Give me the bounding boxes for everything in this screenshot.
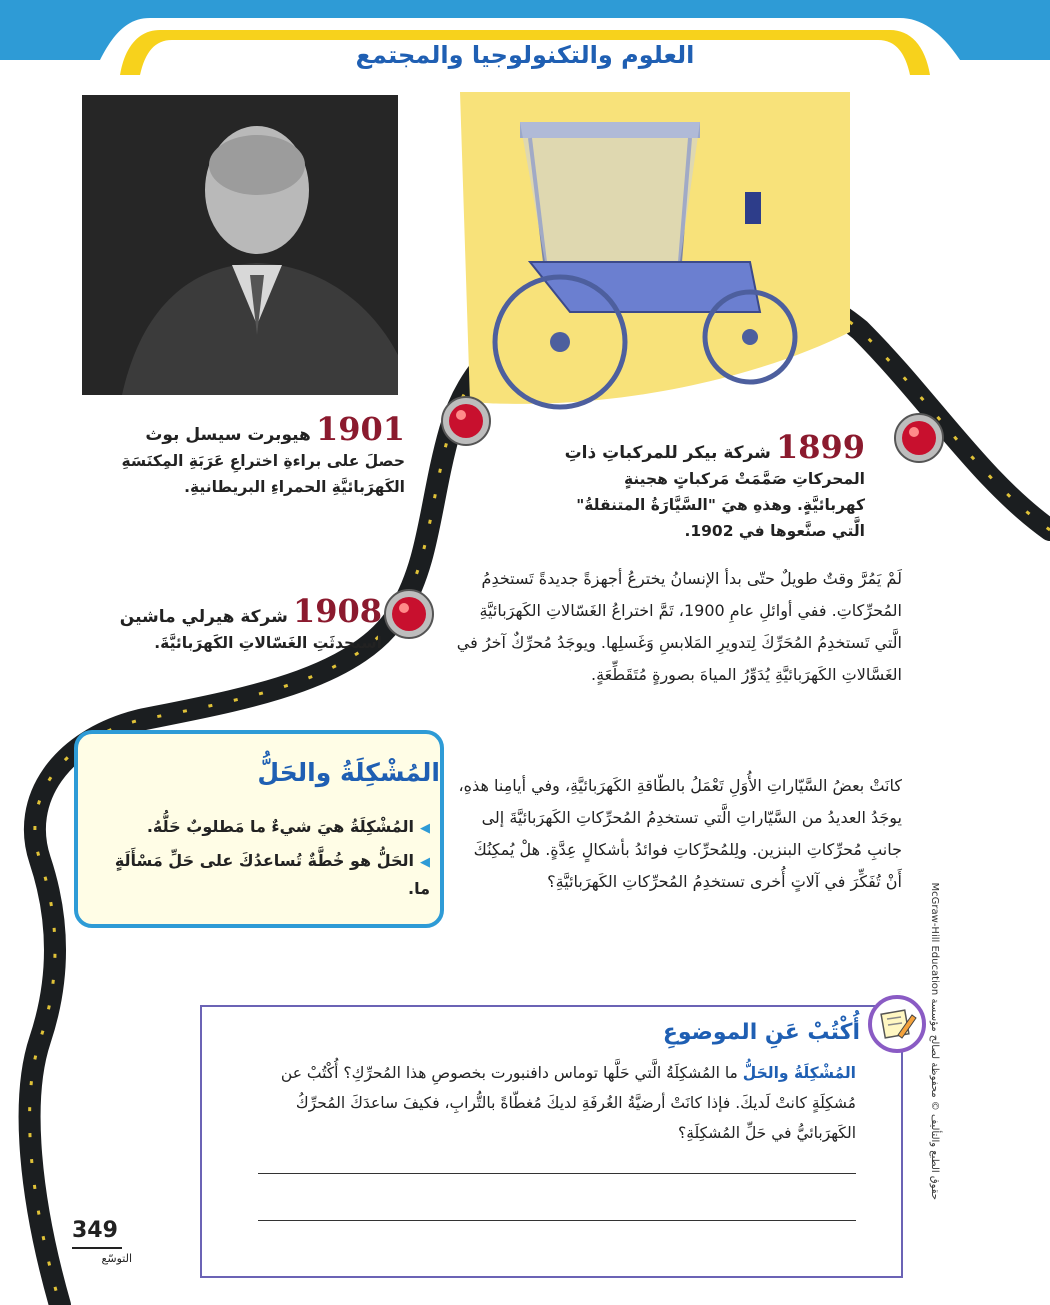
write-about-it-label: المُشْكِلَةُ والحَلُّ <box>742 1064 856 1082</box>
pencil-paper-icon <box>868 995 926 1053</box>
timeline-entry-text: استحدثَتِ الغَسّالاتِ الكَهرَبائيَّةَ. <box>154 634 382 652</box>
problem-definition-text: المُشْكِلَةُ هيَ شيءٌ ما مَطلوبٌ حَلُّهُ. <box>146 817 414 836</box>
triangle-bullet-icon: ◀ <box>420 821 430 836</box>
body-paragraph-1: لَمْ يَمُرَّ وقتٌ طويلٌ حتّى بدأ الإنسانُ يخترعُ أجهزةً جديدةً تَستخدِمُ المُحرِّكاتِ. ففي أوائلِ عامِ 1900، تَمَّ اختراعُ الغَسّالاتِ الكَهرَبائيَّةِ الَّتي تَستخدِمُ المُحَرِّكَ لِتدويرِ المَلابسِ وَغَسلِها. ويوجَدُ مُحرِّكٌ آخرُ في الغَسَّالاتِ الكَهرَبائيَّةِ يُدَوِّرُ المياهَ بصورةٍ مُتَقَطِّعَةٍ. <box>456 569 902 684</box>
timeline-year: 1899 <box>775 428 865 466</box>
timeline-entry-text: المحركاتِ صَمَّمَتْ مَركباتٍ هجينةٍ كهربائيَّةٍ. وهذهِ هيَ "السَّيَّارَةُ المتنقلةُ" الَّتي صنَّعوها في 1902. <box>576 470 865 540</box>
write-about-it-prompt <box>250 1058 856 1148</box>
portrait-photo <box>82 95 398 395</box>
timeline-entry-title: شركة بيكر للمركباتِ ذاتِ <box>564 443 771 463</box>
answer-line[interactable] <box>258 1173 856 1174</box>
timeline-year: 1908 <box>292 592 382 630</box>
triangle-bullet-icon: ◀ <box>420 855 430 870</box>
page-section-label: التوسّع <box>101 1252 132 1265</box>
problem-definition <box>100 814 430 842</box>
body-paragraph-2: كانَتْ بعضُ السَّيّاراتِ الأُوَلِ تَعْمَلُ بالطّاقةِ الكَهرَبائيَّةِ، وفي أيامِنا هذهِ، يوجَدُ العديدُ من السَّيّاراتِ الَّتي تستخدِمُ المُحرِّكاتِ الكَهرَبائيَّةَ إلى جانبِ مُحرِّكاتِ البنزين. ولِلمُحرِّكاتِ فوائدُ بأشكالٍ عِدَّةٍ. هلْ يُمكِنُكَ أَنْ تُفَكِّرَ في آلاتٍ أُخرى تستخدِمُ المُحرِّكاتِ الكَهرَبائيَّةِ؟ <box>458 776 902 891</box>
timeline-entry-1899 <box>560 428 865 544</box>
timeline-year: 1901 <box>315 410 405 448</box>
write-about-it-question: ما المُشكِلَةُ الَّتي حَلَّها توماس دافنبورت بخصوصِ هذا المُحرِّكِ؟ أُكْتُبْ عن مُشكِلَةٍ كانتْ لَديكَ. فإذا كانَتْ أرضيَّةُ الغُرفَةِ لديكَ مُغطّاةً بالتُّرابِ، فكيفَ ساعدَكَ المُحرِّكُ الكَهرَبائيُّ في حَلِّ المُشكِلَةِ؟ <box>280 1064 856 1142</box>
timeline-marker-1901 <box>440 395 492 447</box>
copyright-credit: حقوق الطبع والتأليف © محفوظة لصالح مؤسسة McGraw-Hill Education <box>929 882 940 1200</box>
timeline-entry-1908 <box>82 592 382 656</box>
solution-definition <box>100 848 430 902</box>
page-number-rule <box>72 1247 122 1249</box>
page-title: العلوم والتكنولوجيا والمجتمع <box>355 41 695 69</box>
write-about-it-title: أُكْتُبْ عَنِ الموضوعِ <box>662 1020 860 1045</box>
timeline-entry-title: هيوبرت سيسل بوث <box>145 425 311 445</box>
timeline-entry-1901 <box>95 410 405 500</box>
timeline-marker-1899 <box>893 412 945 464</box>
answer-line[interactable] <box>258 1220 856 1221</box>
page-number: 349 <box>72 1218 118 1243</box>
timeline-entry-text: حصلَ على براءةِ اختراعِ عَرَبَةِ المِكنَسَةِ الكَهرَبائيَّةِ الحمراءِ البريطانيةِ. <box>121 452 405 496</box>
timeline-marker-1908 <box>383 588 435 640</box>
timeline-entry-title: شركة هيرلي ماشين <box>119 607 288 627</box>
problem-solution-title: المُشْكِلَةُ والحَلُّ <box>257 758 440 787</box>
solution-definition-text: الحَلُّ هو خُطَّةٌ تُساعدُكَ على حَلِّ مَسْأَلَةٍ ما. <box>114 851 430 898</box>
electric-car-illustration <box>450 82 860 422</box>
